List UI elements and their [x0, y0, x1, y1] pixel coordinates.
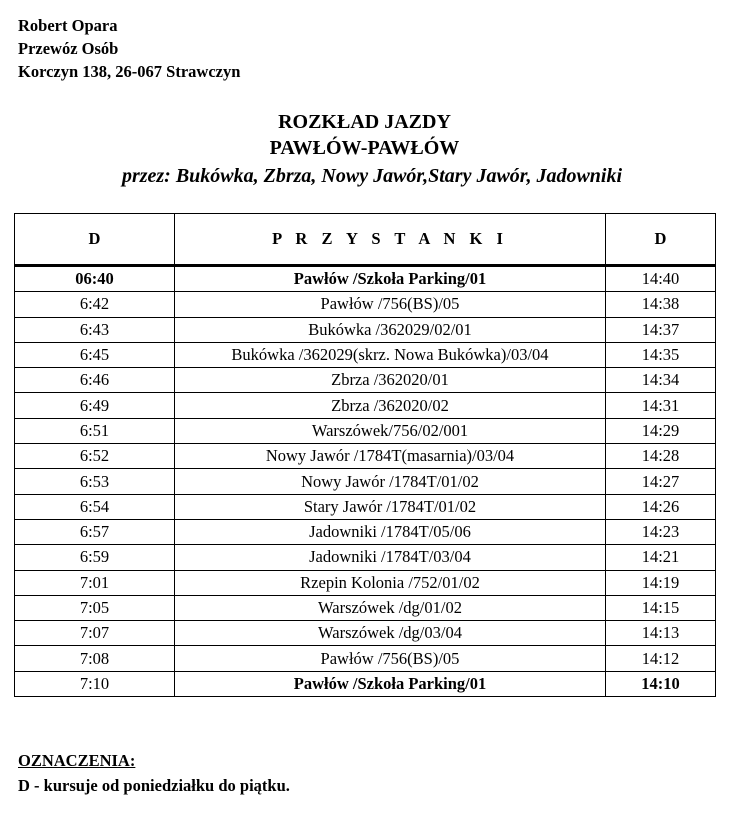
table-row — [15, 646, 716, 671]
legend-description: D - kursuje od poniedziałku do piątku. — [18, 776, 290, 795]
table-row — [15, 469, 716, 494]
departure-time-afternoon: 14:38 — [606, 292, 716, 317]
departure-time-morning: 6:59 — [15, 545, 175, 570]
departure-time-morning: 6:43 — [15, 317, 175, 342]
departure-time-morning: 7:07 — [15, 621, 175, 646]
departure-time-morning: 6:53 — [15, 469, 175, 494]
departure-time-morning: 6:54 — [15, 494, 175, 519]
timetable — [14, 213, 716, 697]
departure-time-afternoon: 14:21 — [606, 545, 716, 570]
table-row — [15, 342, 716, 367]
departure-time-morning: 6:57 — [15, 519, 175, 544]
departure-time-afternoon: 14:13 — [606, 621, 716, 646]
departure-time-afternoon: 14:29 — [606, 418, 716, 443]
table-row — [15, 595, 716, 620]
departure-time-morning: 6:45 — [15, 342, 175, 367]
title-route: PAWŁÓW-PAWŁÓW — [269, 137, 460, 159]
table-row — [15, 393, 716, 418]
stop-name: Bukówka /362029(skrz. Nowa Bukówka)/03/04 — [175, 342, 606, 367]
departure-time-morning: 7:01 — [15, 570, 175, 595]
table-row — [15, 671, 716, 696]
stop-name: Zbrza /362020/02 — [175, 393, 606, 418]
departure-time-afternoon: 14:34 — [606, 368, 716, 393]
stop-name: Pawłów /756(BS)/05 — [175, 292, 606, 317]
document-title — [0, 109, 734, 191]
table-row — [15, 292, 716, 317]
departure-time-morning: 6:51 — [15, 418, 175, 443]
departure-time-morning: 06:40 — [15, 266, 175, 292]
table-row — [15, 418, 716, 443]
table-row — [15, 570, 716, 595]
title-timetable: ROZKŁAD JAZDY — [278, 111, 451, 133]
operator-business: Przewóz Osób — [18, 39, 119, 58]
stop-name: Nowy Jawór /1784T(masarnia)/03/04 — [175, 444, 606, 469]
departure-time-afternoon: 14:37 — [606, 317, 716, 342]
departure-time-afternoon: 14:15 — [606, 595, 716, 620]
stop-name: Jadowniki /1784T/05/06 — [175, 519, 606, 544]
timetable-header-row — [15, 214, 716, 266]
table-row — [15, 494, 716, 519]
stop-name: Pawłów /Szkoła Parking/01 — [175, 671, 606, 696]
departure-time-afternoon: 14:35 — [606, 342, 716, 367]
table-row — [15, 368, 716, 393]
stop-name: Bukówka /362029/02/01 — [175, 317, 606, 342]
departure-time-morning: 7:08 — [15, 646, 175, 671]
departure-time-afternoon: 14:40 — [606, 266, 716, 292]
table-row — [15, 545, 716, 570]
timetable-body — [15, 266, 716, 697]
stop-name: Warszówek /dg/01/02 — [175, 595, 606, 620]
stop-name: Pawłów /Szkoła Parking/01 — [175, 266, 606, 292]
departure-time-afternoon: 14:23 — [606, 519, 716, 544]
operator-address: Korczyn 138, 26-067 Strawczyn — [18, 62, 241, 81]
table-row — [15, 519, 716, 544]
stop-name: Zbrza /362020/01 — [175, 368, 606, 393]
operator-name: Robert Opara — [18, 16, 118, 35]
departure-time-morning: 7:05 — [15, 595, 175, 620]
stop-name: Nowy Jawór /1784T/01/02 — [175, 469, 606, 494]
header-stops: P R Z Y S T A N K I — [175, 214, 606, 266]
stop-name: Pawłów /756(BS)/05 — [175, 646, 606, 671]
table-row — [15, 621, 716, 646]
table-row — [15, 317, 716, 342]
departure-time-morning: 6:52 — [15, 444, 175, 469]
operator-info — [18, 14, 240, 83]
legend-title: OZNACZENIA: — [18, 751, 136, 770]
departure-time-afternoon: 14:28 — [606, 444, 716, 469]
departure-time-morning: 6:49 — [15, 393, 175, 418]
header-departure-morning: D — [15, 214, 175, 266]
departure-time-morning: 6:42 — [15, 292, 175, 317]
stop-name: Warszówek /dg/03/04 — [175, 621, 606, 646]
departure-time-afternoon: 14:27 — [606, 469, 716, 494]
departure-time-morning: 7:10 — [15, 671, 175, 696]
table-row — [15, 444, 716, 469]
stop-name: Warszówek/756/02/001 — [175, 418, 606, 443]
departure-time-afternoon: 14:19 — [606, 570, 716, 595]
title-via: przez: Bukówka, Zbrza, Nowy Jawór,Stary Jawór, Jadowniki — [121, 165, 623, 187]
table-row — [15, 266, 716, 292]
departure-time-afternoon: 14:26 — [606, 494, 716, 519]
departure-time-afternoon: 14:12 — [606, 646, 716, 671]
departure-time-afternoon: 14:10 — [606, 671, 716, 696]
stop-name: Jadowniki /1784T/03/04 — [175, 545, 606, 570]
departure-time-morning: 6:46 — [15, 368, 175, 393]
header-departure-afternoon: D — [606, 214, 716, 266]
stop-name: Rzepin Kolonia /752/01/02 — [175, 570, 606, 595]
stop-name: Stary Jawór /1784T/01/02 — [175, 494, 606, 519]
departure-time-afternoon: 14:31 — [606, 393, 716, 418]
